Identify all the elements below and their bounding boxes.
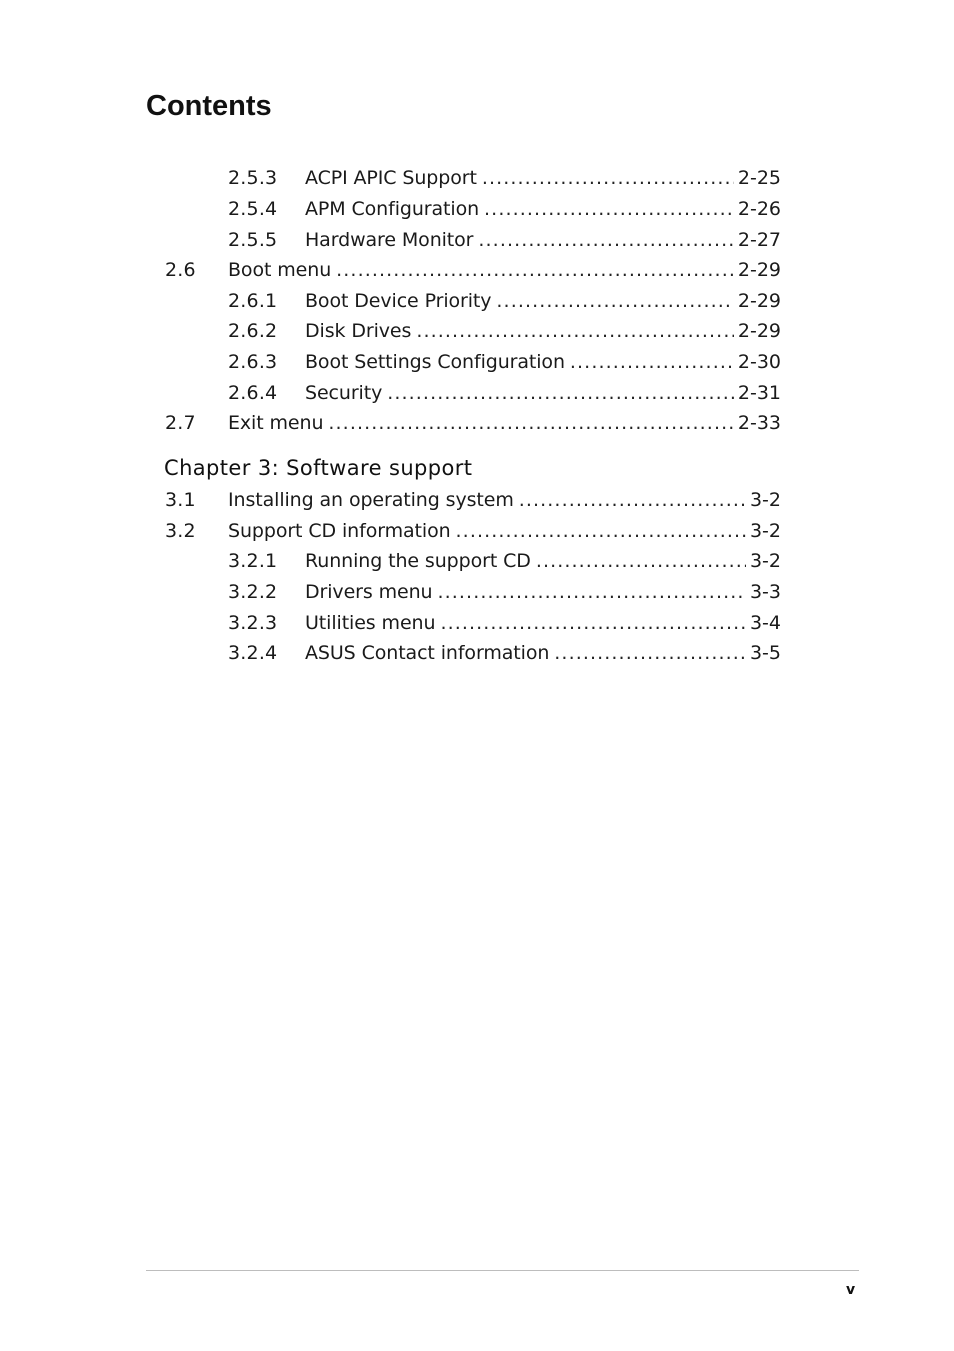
dot-leader <box>478 225 733 255</box>
toc-entry-label: Security <box>305 382 383 404</box>
toc-entry-number: 3.2 <box>165 520 196 542</box>
toc-entry-number: 2.6 <box>165 259 196 281</box>
toc-entry-number: 2.6.4 <box>228 382 278 404</box>
toc-entry-number: 2.6.1 <box>228 290 278 312</box>
toc-entry[interactable] <box>0 546 954 576</box>
toc-entry-page: 2-33 <box>737 412 781 434</box>
toc-entry-label: Drivers menu <box>305 581 433 603</box>
toc-entry[interactable] <box>0 194 954 224</box>
toc-entry-page: 2-29 <box>737 259 781 281</box>
toc-entry[interactable] <box>0 608 954 638</box>
toc-entry-label: ACPI APIC Support <box>305 167 477 189</box>
toc-entry[interactable] <box>0 638 954 668</box>
toc-entry-number: 2.5.5 <box>228 229 278 251</box>
dot-leader <box>438 577 746 607</box>
page-title: Contents <box>146 90 272 122</box>
toc-entry-number: 2.7 <box>165 412 196 434</box>
dot-leader <box>336 255 734 285</box>
toc-entry-number: 2.6.2 <box>228 320 278 342</box>
toc-entry-page: 3-5 <box>749 642 781 664</box>
toc-entry[interactable] <box>0 408 954 438</box>
dot-leader <box>328 408 733 438</box>
dot-leader <box>416 316 734 346</box>
toc-entry-number: 2.5.4 <box>228 198 278 220</box>
toc-entry-page: 3-2 <box>749 489 781 511</box>
toc-entry[interactable] <box>0 485 954 515</box>
toc-entry-label: Support CD information <box>228 520 451 542</box>
toc-entry[interactable] <box>0 516 954 546</box>
dot-leader <box>456 516 746 546</box>
toc-entry-label: Utilities menu <box>305 612 436 634</box>
toc-entry-page: 2-30 <box>737 351 781 373</box>
toc-entry-label: Boot Device Priority <box>305 290 492 312</box>
toc-entry-page: 2-25 <box>737 167 781 189</box>
dot-leader <box>519 485 746 515</box>
toc-entry[interactable] <box>0 316 954 346</box>
toc-entry[interactable] <box>0 163 954 193</box>
dot-leader <box>482 163 734 193</box>
toc-entry-label: Installing an operating system <box>228 489 514 511</box>
dot-leader <box>496 286 733 316</box>
toc-entry-page: 2-26 <box>737 198 781 220</box>
toc-entry-label: Hardware Monitor <box>305 229 474 251</box>
toc-entry-number: 3.1 <box>165 489 196 511</box>
footer-divider <box>146 1270 859 1271</box>
toc-entry[interactable] <box>0 225 954 255</box>
dot-leader <box>387 378 734 408</box>
toc-entry-page: 3-4 <box>749 612 781 634</box>
toc-entry-number: 3.2.4 <box>228 642 278 664</box>
toc-entry-page: 2-27 <box>737 229 781 251</box>
toc-entry-label: Running the support CD <box>305 550 531 572</box>
toc-entry-number: 3.2.3 <box>228 612 278 634</box>
toc-entry-label: Boot menu <box>228 259 332 281</box>
dot-leader <box>440 608 746 638</box>
toc-entry-page: 3-2 <box>749 550 781 572</box>
toc-entry-number: 2.5.3 <box>228 167 278 189</box>
toc-entry-label: Disk Drives <box>305 320 412 342</box>
toc-entry-number: 2.6.3 <box>228 351 278 373</box>
toc-entry[interactable] <box>0 255 954 285</box>
toc-entry[interactable] <box>0 577 954 607</box>
dot-leader <box>570 347 734 377</box>
toc-entry-label: APM Configuration <box>305 198 480 220</box>
toc-entry-page: 3-3 <box>749 581 781 603</box>
toc-entry[interactable] <box>0 347 954 377</box>
chapter-heading[interactable]: Chapter 3: Software support <box>164 456 473 480</box>
toc-entry[interactable] <box>0 378 954 408</box>
toc-entry-label: ASUS Contact information <box>305 642 550 664</box>
dot-leader <box>554 638 746 668</box>
dot-leader <box>484 194 734 224</box>
toc-entry-page: 2-31 <box>737 382 781 404</box>
toc-entry-number: 3.2.1 <box>228 550 278 572</box>
toc-entry[interactable] <box>0 286 954 316</box>
toc-entry-page: 3-2 <box>749 520 781 542</box>
toc-entry-label: Exit menu <box>228 412 324 434</box>
page-number: v <box>846 1282 856 1298</box>
toc-entry-page: 2-29 <box>737 320 781 342</box>
dot-leader <box>536 546 746 576</box>
toc-entry-number: 3.2.2 <box>228 581 278 603</box>
toc-entry-page: 2-29 <box>737 290 781 312</box>
toc-entry-label: Boot Settings Configuration <box>305 351 565 373</box>
